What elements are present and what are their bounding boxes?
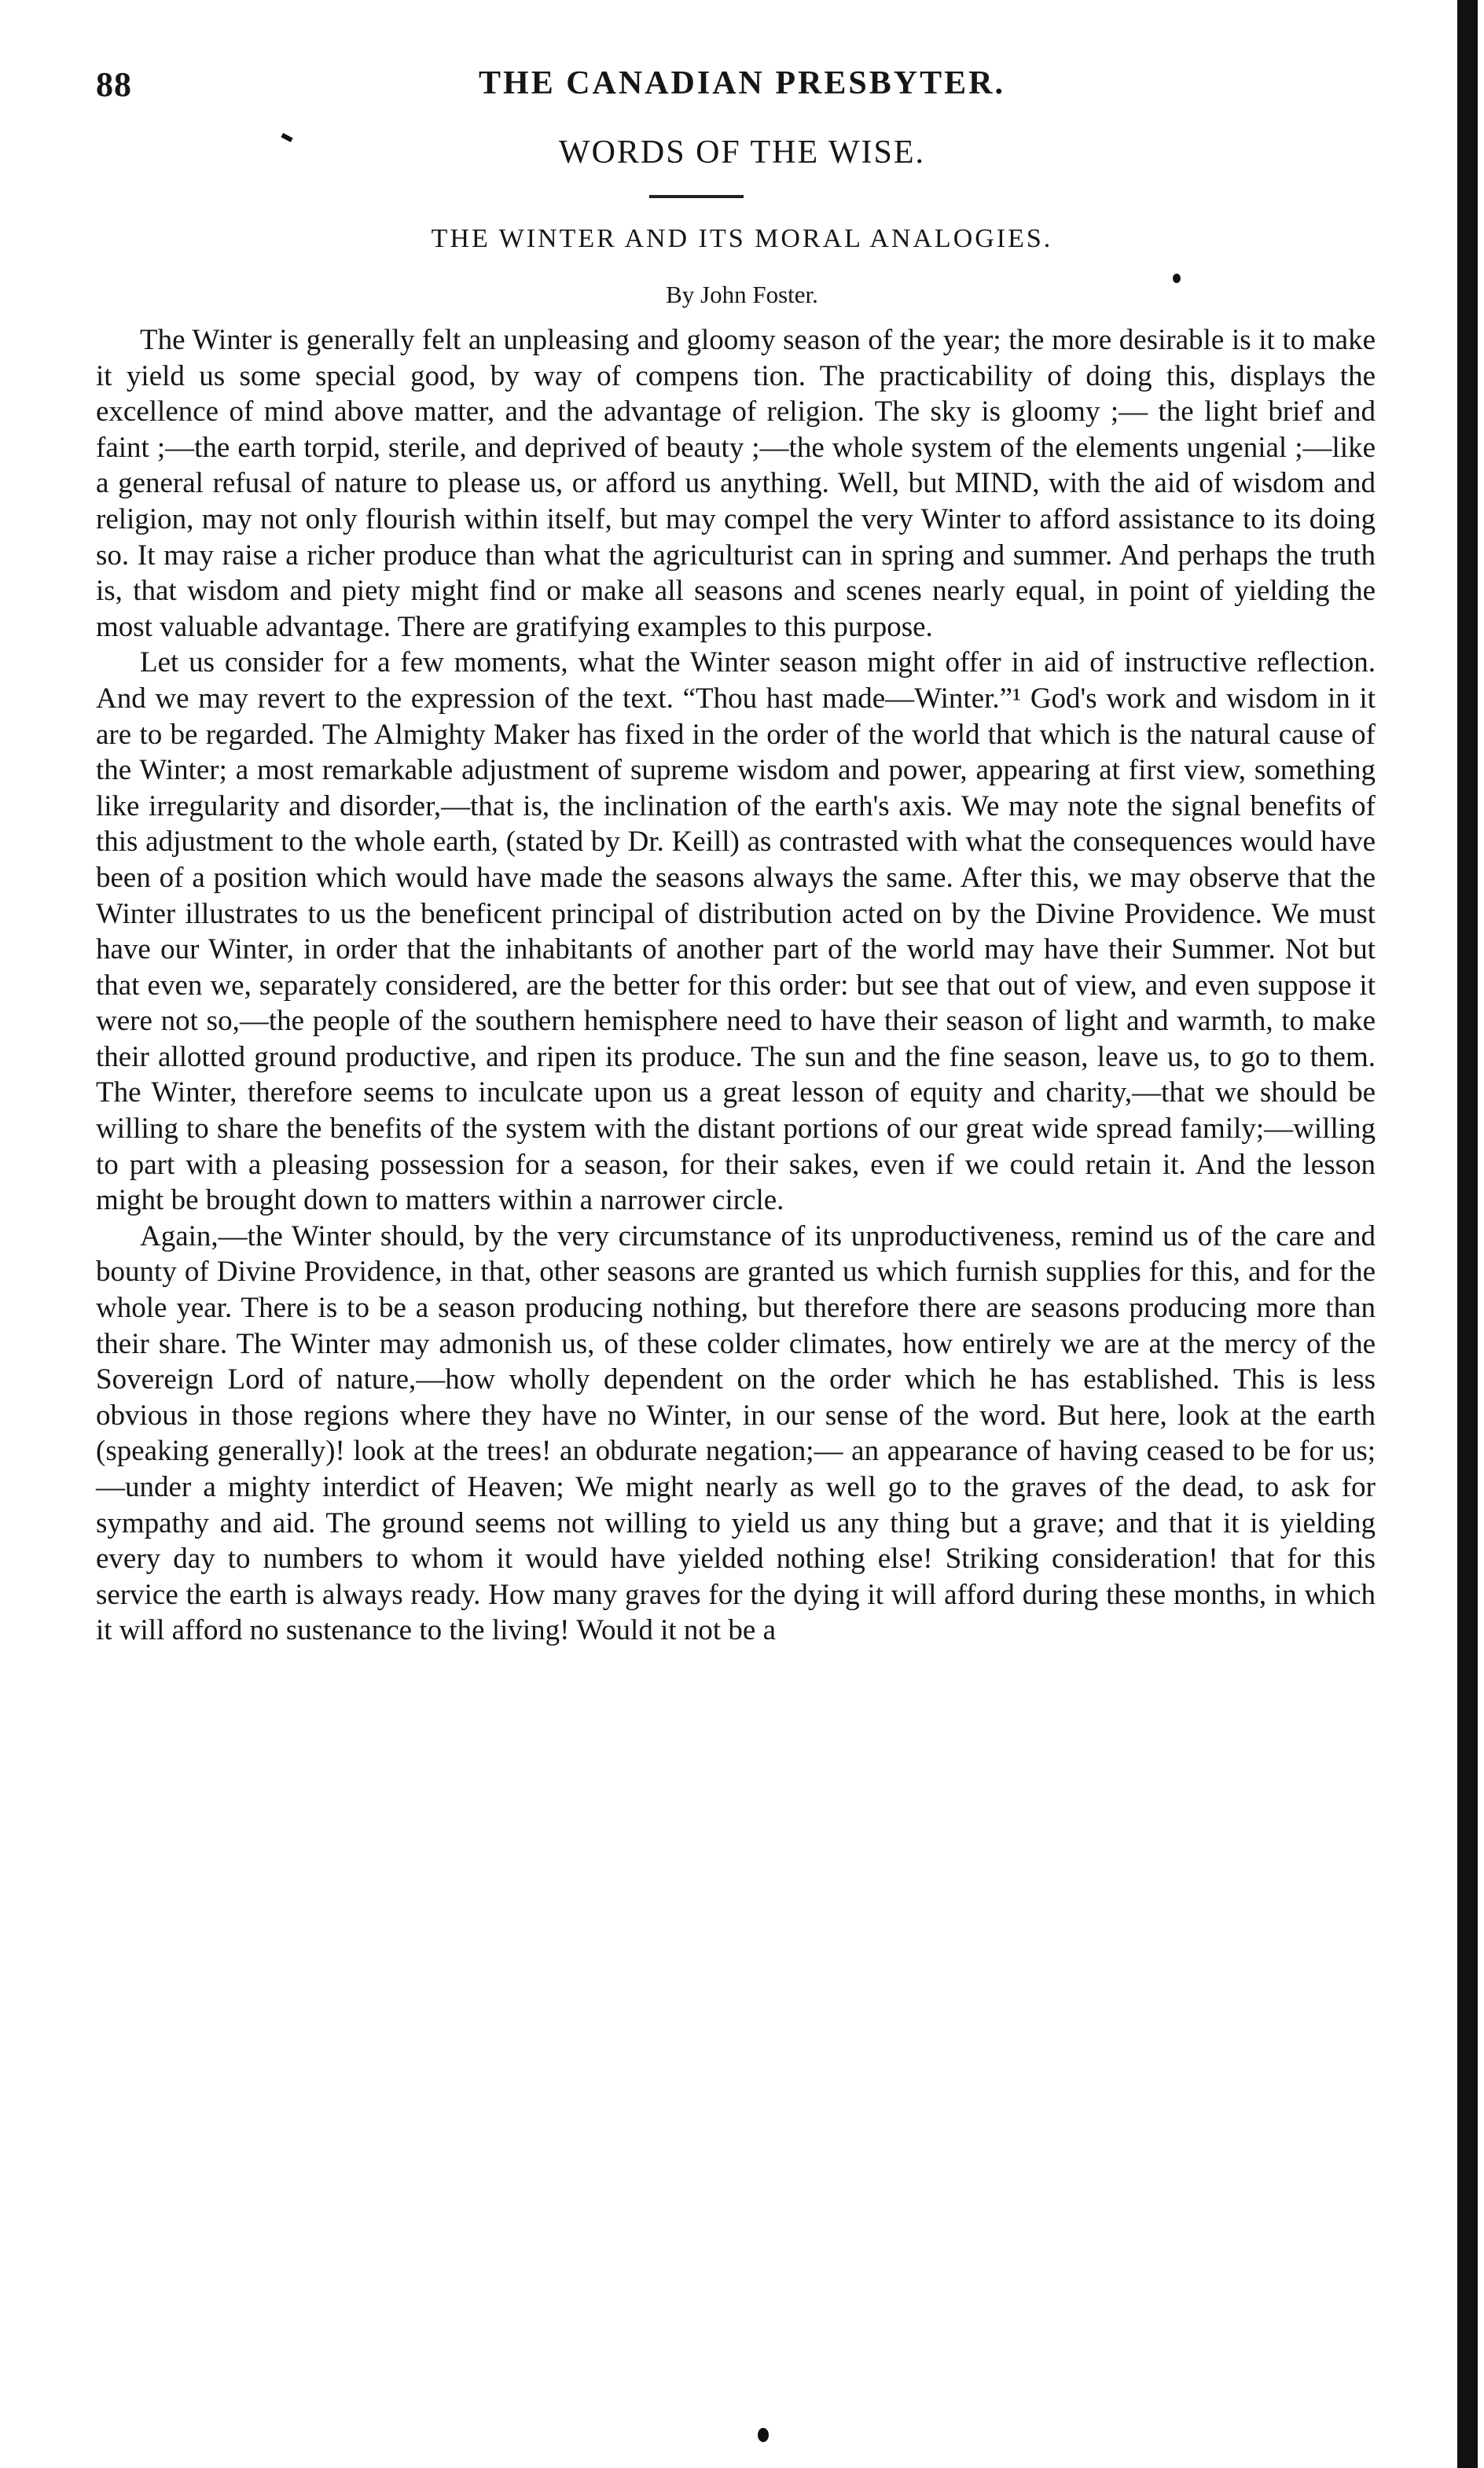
paragraph-1: The Winter is generally felt an unpleasing and gloomy season of the year; the more desirable is it to make it yield us some special good, by way of compens tion. The practicability of doing this, displays the excellence of mind above matter, and the advantage of religion. The sky is gloomy ;— the light brief and faint ;—the earth torpid, sterile, and deprived of beauty ;—the whole system of the elements ungenial ;—like a general refusal of nature to please us, or afford us anything. Well, but MIND, with the aid of wisdom and religion, may not only flourish within itself, but may compel the very Winter to afford assistance to its doing so. It may raise a richer produce than what the agriculturist can in spring and summer. And perhaps the truth is, that wisdom and piety might find or make all seasons and scenes nearly equal, in point of yielding the most valuable advantage. There are gratifying examples to this purpose.	[96, 324, 1376, 643]
byline: By John Foster.	[666, 281, 818, 308]
paragraph-2: Let us consider for a few moments, what the Winter season might offer in aid of instructive reflection. And we may revert to the expression of the text. “Thou hast made—Winter.”¹ God's work and wisdom in it are to be regarded. The Almighty Maker has fixed in the order of the world that which is the natural cause of the Winter; a most remarkable adjustment of supreme wisdom and power, appearing at first view, something like irregularity and disorder,—that is, the inclination of the earth's axis. We may note the signal benefits of this adjustment to the whole earth, (stated by Dr. Keill) as contrasted with what the consequences would have been of a position which would have made the seasons always the same. After this, we may observe that the Winter illustrates to us the beneficent principal of distribution acted on by the Divine Providence. We must have our Winter, in order that the inhabitants of another part of the world may have their Summer. Not but that even we, separately considered, are the better for this order: but see that out of view, and even suppose it were not so,—the people of the southern hemisphere need to have their season of light and warmth, to make their allotted ground productive, and ripen its produce. The sun and the fine season, leave us, to go to them. The Winter, therefore seems to inculcate upon us a great lesson of equity and charity,—that we should be willing to share the benefits of the system with the distant portions of our great wide spread family;—willing to part with a pleasing possession for a season, for their sakes, even if we could retain it. And the lesson might be brought down to matters within a narrower circle.	[96, 646, 1376, 1217]
section-title: WORDS OF THE WISE.	[558, 134, 926, 171]
article-body	[96, 322, 1376, 1649]
title-divider	[649, 195, 744, 198]
running-title: THE CANADIAN PRESBYTER.	[479, 65, 1005, 101]
ink-speck	[758, 2428, 769, 2442]
ink-speck	[1173, 274, 1181, 283]
page-edge-shadow	[1457, 0, 1478, 2468]
article-title: THE WINTER AND ITS MORAL ANALOGIES.	[431, 224, 1053, 253]
page-number: 88	[96, 65, 132, 104]
paragraph-3: Again,—the Winter should, by the very circumstance of its unproductiveness, remind us of the care and bounty of Divine Providence, in that, other seasons are granted us which furnish supplies for this, and for the whole year. There is to be a season producing nothing, but therefore there are seasons producing more than their share. The Winter may admonish us, of these colder climates, how entirely we are at the mercy of the Sovereign Lord of nature,—how wholly dependent on the order which he has established. This is less obvious in those regions where they have no Winter, in our sense of the word. But here, look at the earth (speaking generally)! look at the trees! an obdurate negation;— an appearance of having ceased to be for us;—under a mighty interdict of Heaven; We might nearly as well go to the graves of the dead, to ask for sympathy and aid. The ground seems not willing to yield us any thing but a grave; and that it is yielding every day to numbers to whom it would have yielded nothing else! Striking consideration! that for this service the earth is always ready. How many graves for the dying it will afford during these months, in which it will afford no sustenance to the living! Would it not be a	[96, 1219, 1376, 1647]
